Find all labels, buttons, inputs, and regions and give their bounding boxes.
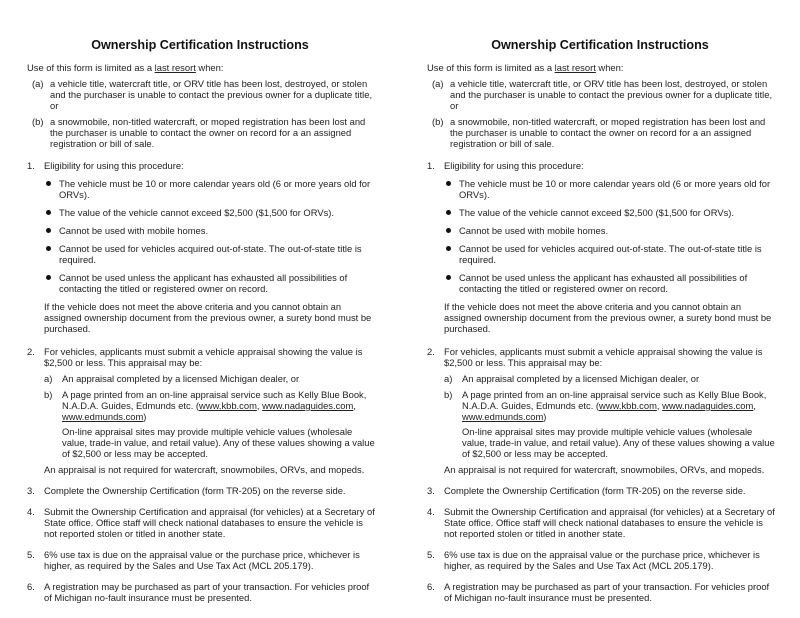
eligibility-bullet — [446, 207, 778, 218]
appraisal-exempt-note: An appraisal is not required for watercraft, snowmobiles, ORVs, and mopeds. — [44, 464, 365, 475]
last-resort-text: last resort — [554, 62, 596, 73]
nadaguides-link[interactable]: www.nadaguides.com — [662, 400, 754, 411]
step-number: 1. — [27, 160, 35, 171]
option-text: An appraisal completed by a licensed Michigan dealer, or — [462, 373, 700, 384]
eligibility-bullet — [446, 272, 778, 294]
step-number: 6. — [27, 581, 35, 592]
online-note: On-line appraisal sites may provide multiple vehicle values (wholesale value, trade-in value, and retail value). Any of these values showing a value of $2,500 or less may be accepted. — [462, 426, 775, 459]
edmunds-link[interactable]: www.edmunds.com — [462, 411, 544, 422]
step-number: 3. — [427, 485, 435, 496]
eligibility-bullet — [46, 178, 378, 200]
condition-label: (a) — [32, 78, 44, 89]
step-text: Complete the Ownership Certification (form TR-205) on the reverse side. — [444, 485, 746, 496]
step-6 — [27, 581, 378, 603]
condition-label: (a) — [432, 78, 444, 89]
bullet-icon — [46, 228, 51, 233]
option-text: A page printed from an on-line appraisal service such as Kelly Blue Book, N.A.D.A. Guides, Edmunds etc. (www.kbb.com, www.nadaguides.com, www.edmunds.com) — [462, 389, 767, 422]
step-number: 2. — [427, 346, 435, 357]
last-resort-text: last resort — [154, 62, 196, 73]
step-text: Eligibility for using this procedure: — [44, 160, 184, 171]
appraisal-option-a — [44, 373, 378, 384]
intro-text — [27, 62, 378, 73]
bullet-text: Cannot be used unless the applicant has exhausted all possibilities of contacting the titled or registered owner on record. — [459, 272, 748, 294]
page-title: Ownership Certification Instructions — [91, 38, 309, 52]
step-number: 3. — [27, 485, 35, 496]
step-number: 1. — [427, 160, 435, 171]
step-text: 6% use tax is due on the appraisal value or the purchase price, whichever is higher, as required by the Sales and Use Tax Act (MCL 205.179). — [44, 549, 360, 571]
step-number: 6. — [427, 581, 435, 592]
step-number: 5. — [427, 549, 435, 560]
bullet-icon — [446, 275, 451, 280]
condition-label: (b) — [432, 116, 444, 127]
page-title: Ownership Certification Instructions — [491, 38, 709, 52]
kbb-link[interactable]: www.kbb.com — [599, 400, 657, 411]
bullet-icon — [46, 210, 51, 215]
option-b-text: A page printed from an on-line appraisal service such as Kelly Blue Book, N.A.D.A. Guides, Edmunds etc. ( — [62, 389, 367, 411]
bullet-text: Cannot be used with mobile homes. — [59, 225, 209, 236]
condition-text: a snowmobile, non-titled watercraft, or moped registration has been lost and the purchaser is unable to contact the owner on record for a an assigned registration or bill of sale. — [450, 116, 766, 149]
bullet-icon — [446, 210, 451, 215]
step-5 — [27, 549, 378, 571]
condition-text: a snowmobile, non-titled watercraft, or moped registration has been lost and the purchaser is unable to contact the owner on record for a an assigned registration or bill of sale. — [50, 116, 366, 149]
step-4 — [427, 506, 778, 539]
step-1 — [427, 160, 778, 171]
step-text: Submit the Ownership Certification and appraisal (for vehicles) at a Secretary of State office. Office staff will check national databases to ensure the vehicle is not reported stolen or titled in another state. — [44, 506, 375, 539]
condition-text: a vehicle title, watercraft title, or ORV title has been lost, destroyed, or stolen and the purchaser is unable to contact the previous owner for a duplicate title, or — [50, 78, 373, 111]
option-label: b) — [44, 389, 53, 400]
condition-text: a vehicle title, watercraft title, or ORV title has been lost, destroyed, or stolen and the purchaser is unable to contact the previous owner for a duplicate title, or — [450, 78, 773, 111]
eligibility-bullet — [46, 243, 378, 265]
step-number: 5. — [27, 549, 35, 560]
step-5 — [427, 549, 778, 571]
intro-after: when: — [595, 62, 624, 73]
bullet-icon — [446, 181, 451, 186]
step-text: Submit the Ownership Certification and appraisal (for vehicles) at a Secretary of State office. Office staff will check national databases to ensure the vehicle is not reported stolen or titled in another state. — [444, 506, 775, 539]
step-text: For vehicles, applicants must submit a vehicle appraisal showing the value is $2,500 or less. This appraisal may be: — [44, 346, 363, 368]
step-text: Eligibility for using this procedure: — [444, 160, 584, 171]
condition-a — [32, 78, 378, 111]
step-number: 4. — [27, 506, 35, 517]
edmunds-link[interactable]: www.edmunds.com — [62, 411, 144, 422]
step-text: 6% use tax is due on the appraisal value or the purchase price, whichever is higher, as required by the Sales and Use Tax Act (MCL 205.179). — [444, 549, 760, 571]
eligibility-bullet — [46, 225, 378, 236]
appraisal-option-b — [44, 389, 378, 422]
eligibility-bullet — [446, 225, 778, 236]
bullet-text: Cannot be used with mobile homes. — [459, 225, 609, 236]
intro-after: when: — [195, 62, 224, 73]
option-b-text: A page printed from an on-line appraisal service such as Kelly Blue Book, N.A.D.A. Guides, Edmunds etc. ( — [462, 389, 767, 411]
intro-text — [427, 62, 778, 73]
bullet-icon — [446, 228, 451, 233]
condition-label: (b) — [32, 116, 44, 127]
bullet-text: The vehicle must be 10 or more calendar years old (6 or more years old for ORVs). — [59, 178, 371, 200]
kbb-link[interactable]: www.kbb.com — [199, 400, 257, 411]
step-6 — [427, 581, 778, 603]
bullet-text: Cannot be used for vehicles acquired out-of-state. The out-of-state title is required. — [59, 243, 362, 265]
step-2 — [27, 346, 378, 368]
bullet-text: The value of the vehicle cannot exceed $2,500 ($1,500 for ORVs). — [59, 207, 334, 218]
eligibility-bullet — [46, 207, 378, 218]
bullet-text: Cannot be used for vehicles acquired out-of-state. The out-of-state title is required. — [459, 243, 762, 265]
option-b-after: ) — [143, 411, 147, 422]
eligibility-bullet — [446, 243, 778, 265]
bullet-icon — [46, 275, 51, 280]
step-text: A registration may be purchased as part of your transaction. For vehicles proof of Michigan no-fault insurance must be presented. — [44, 581, 370, 603]
step-3 — [27, 485, 378, 496]
condition-b — [32, 116, 378, 149]
bullet-icon — [46, 181, 51, 186]
appraisal-exempt-note: An appraisal is not required for watercraft, snowmobiles, ORVs, and mopeds. — [444, 464, 765, 475]
instructions-page-left — [0, 0, 400, 613]
option-text: A page printed from an on-line appraisal service such as Kelly Blue Book, N.A.D.A. Guides, Edmunds etc. (www.kbb.com, www.nadaguides.com, www.edmunds.com) — [62, 389, 367, 422]
intro-before: Use of this form is limited as a — [27, 62, 155, 73]
condition-a — [432, 78, 778, 111]
option-label: a) — [44, 373, 53, 384]
option-label: a) — [444, 373, 453, 384]
online-note: On-line appraisal sites may provide multiple vehicle values (wholesale value, trade-in value, and retail value). Any of these values showing a value of $2,500 or less may be accepted. — [62, 426, 375, 459]
nadaguides-link[interactable]: www.nadaguides.com — [262, 400, 354, 411]
intro-before: Use of this form is limited as a — [427, 62, 555, 73]
bullet-text: Cannot be used unless the applicant has exhausted all possibilities of contacting the titled or registered owner on record. — [59, 272, 348, 294]
step-4 — [27, 506, 378, 539]
eligibility-bullet — [46, 272, 378, 294]
option-b-after: ) — [543, 411, 547, 422]
instructions-page-right — [400, 0, 800, 613]
surety-note: If the vehicle does not meet the above criteria and you cannot obtain an assigned ownership document from the previous owner, a surety bond must be purchased. — [444, 301, 772, 334]
bullet-icon — [446, 246, 451, 251]
step-text: A registration may be purchased as part of your transaction. For vehicles proof of Michigan no-fault insurance must be presented. — [444, 581, 770, 603]
step-number: 2. — [27, 346, 35, 357]
bullet-icon — [46, 246, 51, 251]
step-number: 4. — [427, 506, 435, 517]
appraisal-option-b — [444, 389, 778, 422]
eligibility-bullet — [446, 178, 778, 200]
option-text: An appraisal completed by a licensed Michigan dealer, or — [62, 373, 300, 384]
step-1 — [27, 160, 378, 171]
surety-note: If the vehicle does not meet the above criteria and you cannot obtain an assigned ownership document from the previous owner, a surety bond must be purchased. — [44, 301, 372, 334]
step-text: Complete the Ownership Certification (form TR-205) on the reverse side. — [44, 485, 346, 496]
bullet-text: The vehicle must be 10 or more calendar years old (6 or more years old for ORVs). — [459, 178, 771, 200]
step-3 — [427, 485, 778, 496]
appraisal-option-a — [444, 373, 778, 384]
step-text: For vehicles, applicants must submit a vehicle appraisal showing the value is $2,500 or less. This appraisal may be: — [444, 346, 763, 368]
condition-b — [432, 116, 778, 149]
bullet-text: The value of the vehicle cannot exceed $2,500 ($1,500 for ORVs). — [459, 207, 734, 218]
option-label: b) — [444, 389, 453, 400]
step-2 — [427, 346, 778, 368]
